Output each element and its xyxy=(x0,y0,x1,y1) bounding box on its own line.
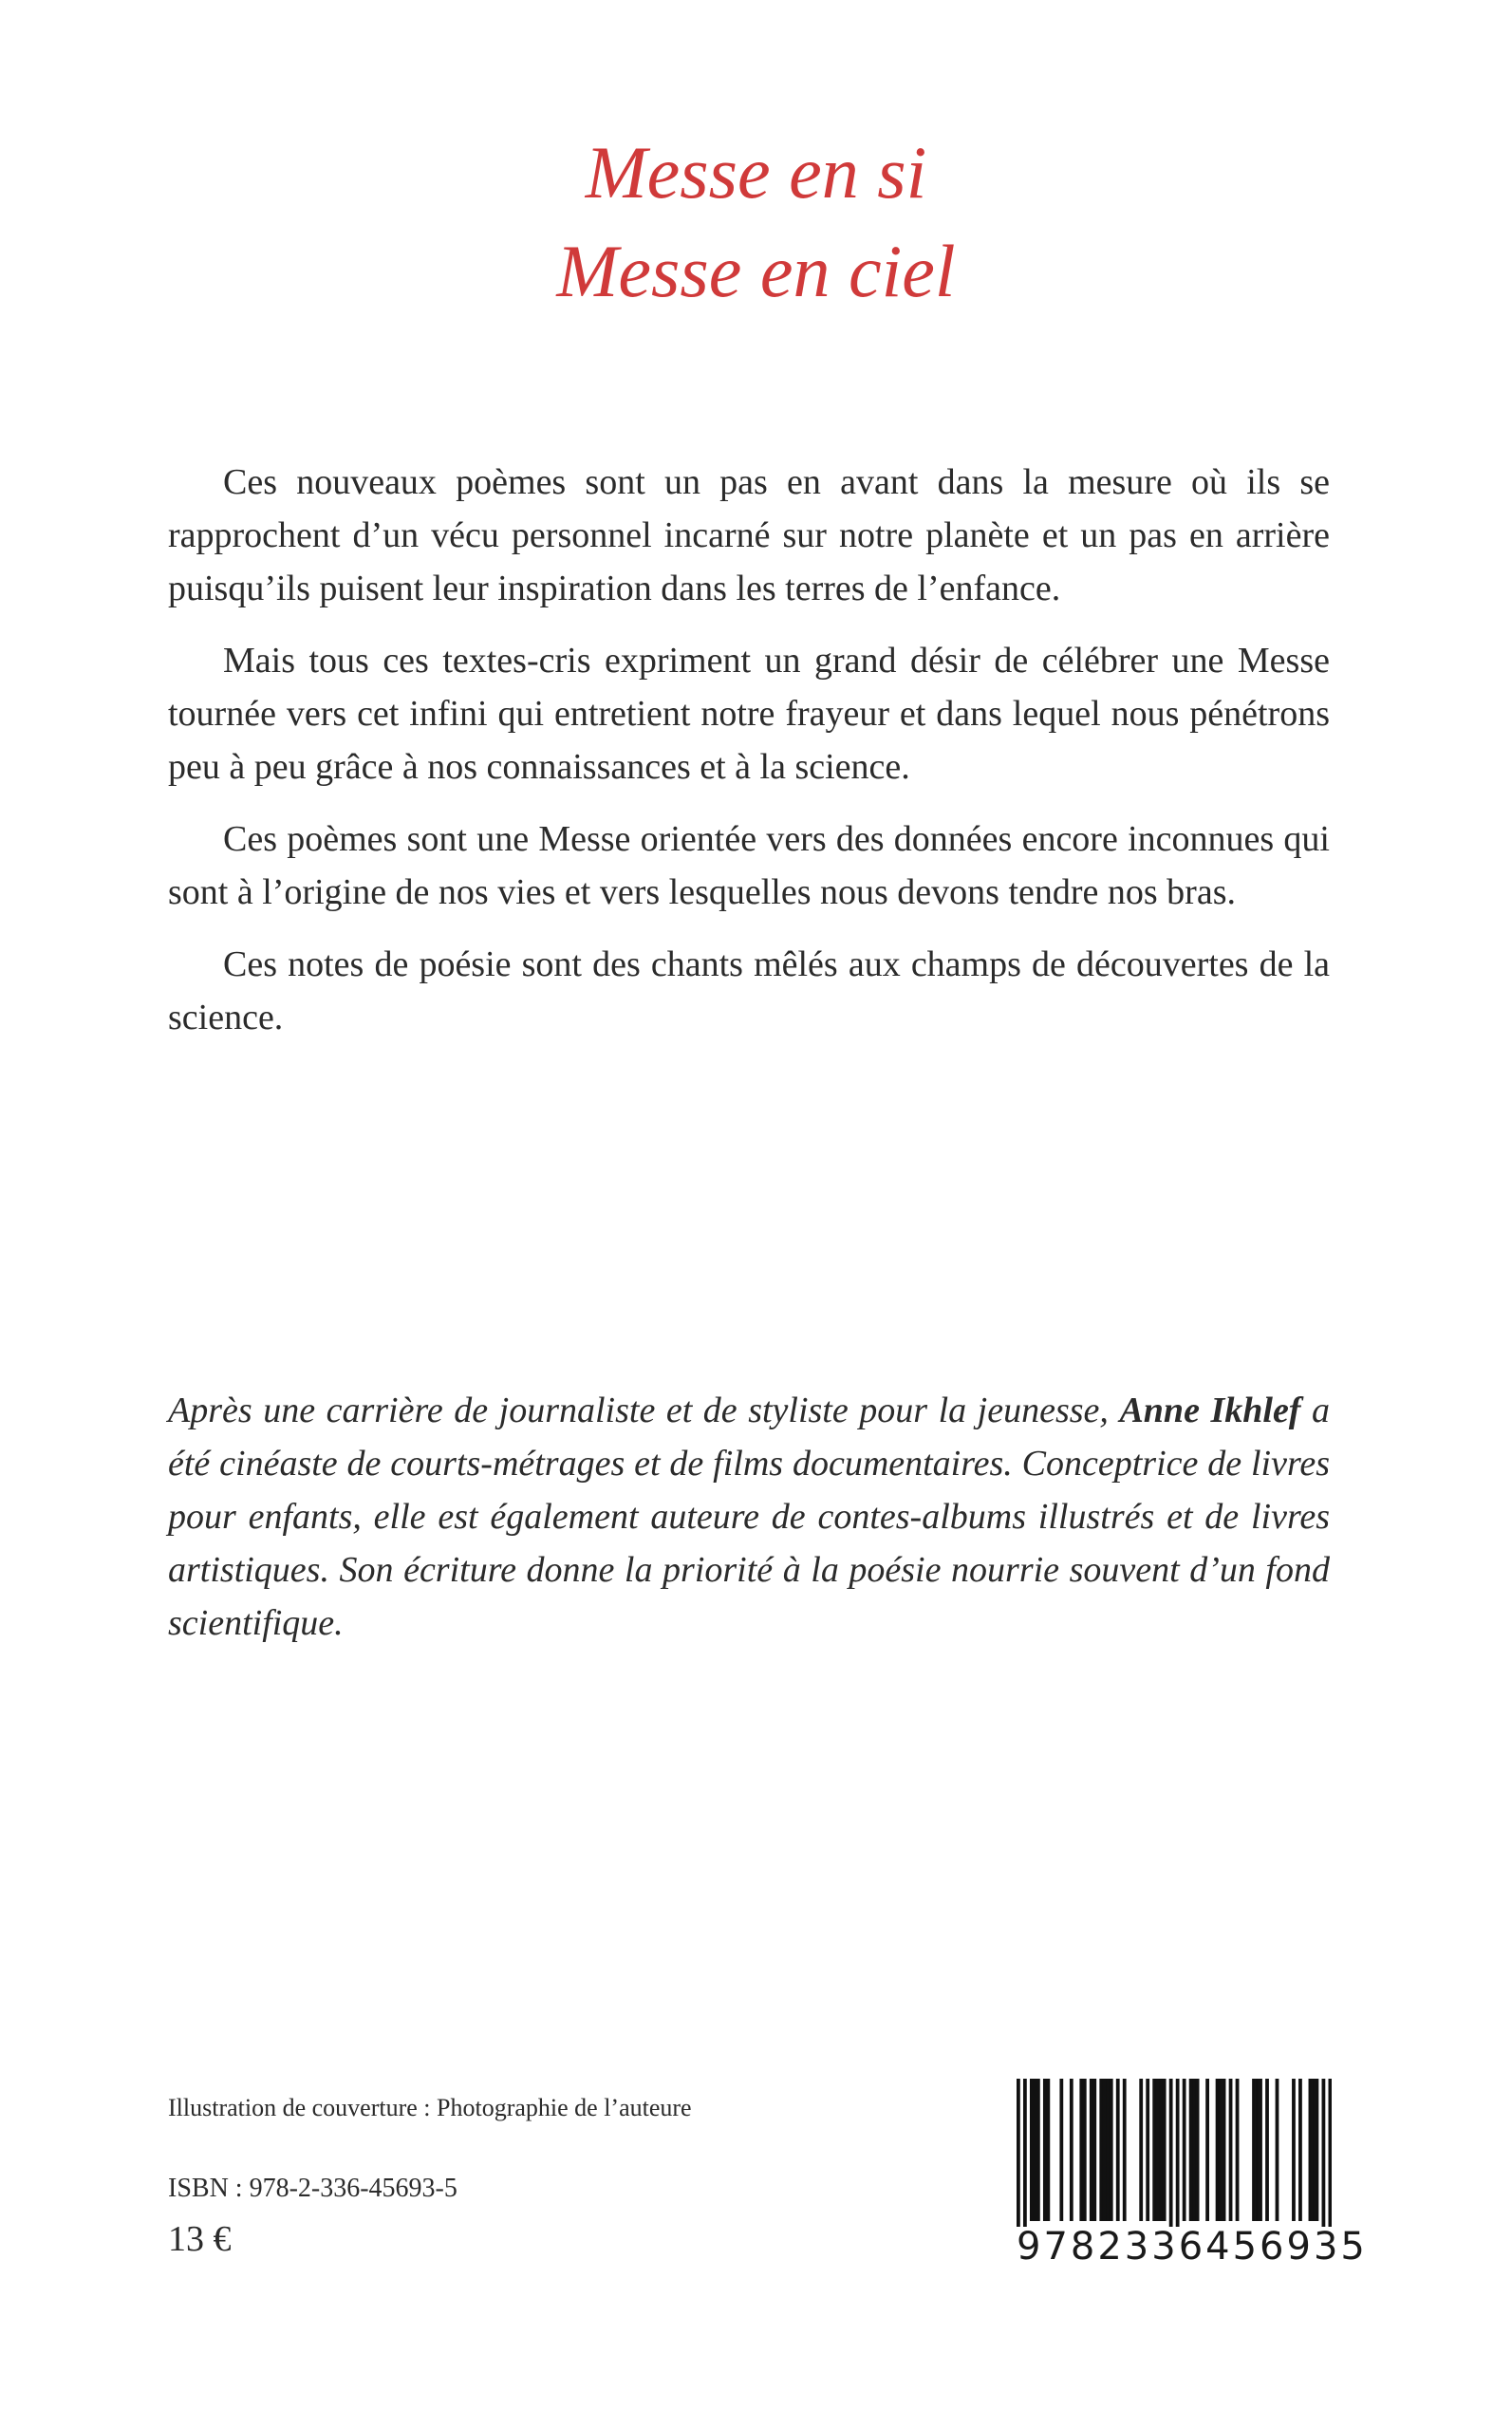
barcode-bar xyxy=(1316,2079,1319,2221)
barcode-bar xyxy=(1298,2079,1302,2221)
barcode-bar xyxy=(1265,2079,1269,2221)
barcode-bar xyxy=(1103,2079,1107,2221)
barcode-bar xyxy=(1163,2079,1167,2221)
barcode-bar xyxy=(1205,2079,1209,2221)
price: 13 € xyxy=(168,2219,232,2259)
author-name: Anne Ikhlef xyxy=(1119,1391,1301,1430)
barcode-bar xyxy=(1176,2079,1180,2227)
barcode-bar xyxy=(1312,2079,1316,2221)
barcode-bar xyxy=(1252,2079,1256,2221)
barcode-bar xyxy=(1033,2079,1036,2221)
title-line-1: Messe en si xyxy=(585,131,927,214)
barcode-digits: 9782336456935 xyxy=(1017,2225,1368,2269)
barcode-bar xyxy=(1017,2079,1020,2227)
barcode-bar xyxy=(1139,2079,1143,2221)
barcode-bar xyxy=(1216,2079,1220,2221)
barcode-bar xyxy=(1079,2079,1083,2221)
barcode-bar xyxy=(1036,2079,1040,2221)
synopsis-paragraph: Ces notes de poésie sont des chants mêlés aux champs de découvertes de la science. xyxy=(168,944,1330,1037)
barcode-bar xyxy=(1309,2079,1313,2221)
barcode-bar xyxy=(1099,2079,1103,2221)
barcode-bar xyxy=(1329,2079,1332,2227)
barcode-bar xyxy=(1023,2079,1027,2227)
barcode-bar xyxy=(1110,2079,1113,2221)
barcode-bar xyxy=(1183,2079,1186,2221)
barcode-bar xyxy=(1259,2079,1262,2221)
synopsis-paragraph: Ces nouveaux poèmes sont un pas en avant dans la mesure où ils se rapprochent d’un vécu personnel incarné sur notre planète et un pas en arrière puisqu’ils puisent leur inspiration dans les terres de l’enfance. xyxy=(168,462,1330,608)
synopsis xyxy=(168,456,1330,1063)
barcode-bar xyxy=(1059,2079,1063,2221)
barcode-bar xyxy=(1322,2079,1326,2227)
barcode-bar xyxy=(1256,2079,1260,2221)
bio-text-before: Après une carrière de journaliste et de styliste pour la jeunesse, xyxy=(168,1391,1120,1430)
barcode-bar xyxy=(1229,2079,1233,2221)
barcode-bar xyxy=(1159,2079,1163,2221)
barcode-bar xyxy=(1169,2079,1173,2227)
barcode-bar xyxy=(1276,2079,1279,2221)
barcode-bar xyxy=(1152,2079,1156,2221)
author-bio xyxy=(168,1384,1330,1650)
book-title xyxy=(0,123,1512,321)
barcode-bar xyxy=(1196,2079,1200,2221)
barcode-bar xyxy=(1189,2079,1193,2221)
barcode-bar xyxy=(1083,2079,1087,2221)
barcode xyxy=(1017,2079,1368,2269)
isbn: ISBN : 978-2-336-45693-5 xyxy=(168,2174,457,2203)
bio-text-after: a été cinéaste de courts-métrages et de films documentaires. Conceptrice de livres pour enfants, elle est également auteure de contes-albums illustrés et de livres artistiques. Son écriture donne la priorité à la poésie nourrie souvent d’un fond scientifique. xyxy=(168,1391,1331,1643)
barcode-bar xyxy=(1192,2079,1196,2221)
barcode-bar xyxy=(1106,2079,1110,2221)
barcode-bar xyxy=(1292,2079,1296,2221)
barcode-bar xyxy=(1236,2079,1240,2221)
barcode-bar xyxy=(1123,2079,1127,2221)
barcode-bar xyxy=(1156,2079,1160,2221)
barcode-bar xyxy=(1146,2079,1149,2221)
barcode-bar xyxy=(1030,2079,1034,2221)
barcode-bar xyxy=(1090,2079,1093,2221)
barcode-bar xyxy=(1092,2079,1096,2221)
title-line-2: Messe en ciel xyxy=(556,230,956,312)
barcode-bar xyxy=(1046,2079,1050,2221)
barcode-bar xyxy=(1223,2079,1226,2221)
barcode-bar xyxy=(1070,2079,1073,2221)
cover-credits: Illustration de couverture : Photographie de l’auteure xyxy=(168,2094,692,2121)
barcode-bar xyxy=(1043,2079,1047,2221)
synopsis-paragraph: Mais tous ces textes-cris expriment un grand désir de célébrer une Messe tournée vers cet infini qui entretient notre frayeur et dans lequel nous pénétrons peu à peu grâce à nos connaissances et à la science. xyxy=(168,641,1330,787)
synopsis-paragraph: Ces poèmes sont une Messe orientée vers des données encore inconnues qui sont à l’origine de nos vies et vers lesquelles nous devons tendre nos bras. xyxy=(168,819,1330,912)
barcode-bars xyxy=(1017,2079,1332,2227)
barcode-bar xyxy=(1219,2079,1223,2221)
barcode-bar xyxy=(1116,2079,1120,2221)
